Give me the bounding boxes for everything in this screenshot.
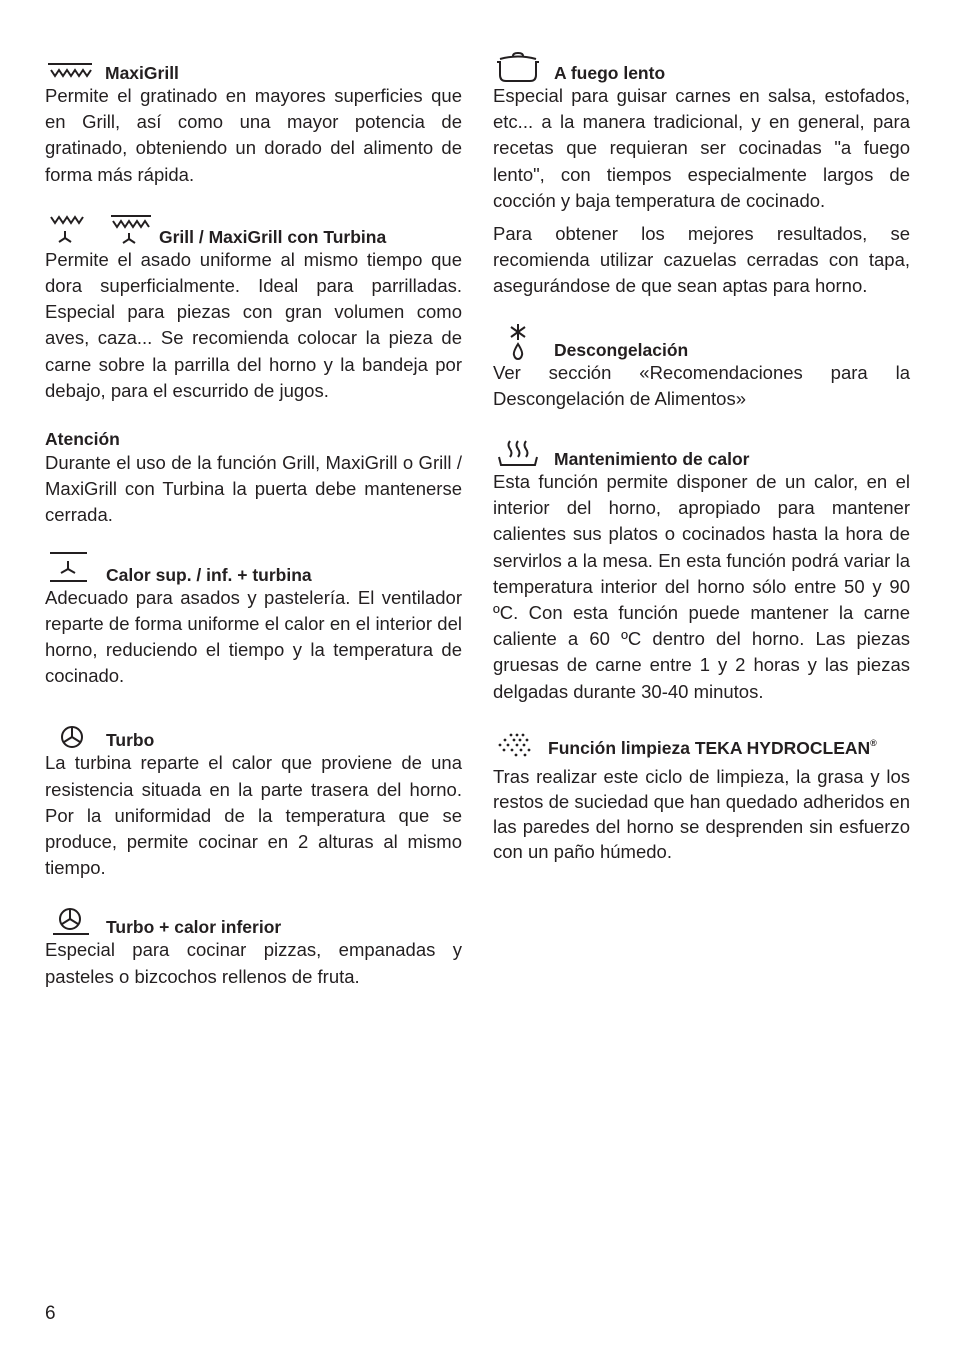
hydroclean-title-text: Función limpieza TEKA HYDROCLEAN [548, 737, 871, 758]
section-grill-turbina [45, 213, 462, 404]
registered-mark: ® [870, 737, 877, 748]
slow-cook-pot-icon [493, 51, 543, 83]
page-number: 6 [45, 1303, 56, 1324]
grill-turbina-title: Grill / MaxiGrill con Turbina [159, 226, 387, 247]
grill-fan-icon [45, 213, 89, 247]
atencion-title: Atención [45, 429, 120, 450]
turbo-fan-icon [45, 724, 95, 750]
fuego-lento-title: A fuego lento [554, 63, 666, 83]
keep-warm-icon [493, 437, 543, 469]
section-fuego-lento [493, 50, 910, 300]
calor-turbina-text: Adecuado para asados y pastelería. El ventilador reparte de forma uniforme el calor en el interior del horno, reduciendo el tiempo y la temperatura de cocinado. [45, 586, 462, 687]
fuego-lento-text-1: Especial para guisar carnes en salsa, estofados, etc... a la manera tradicional, y en general, para recetas que requieran ser cocinadas "a fuego lento", con tiempos especialmente largos de cocción y baja temperatura de cocinado. [493, 85, 910, 211]
left-column [45, 50, 462, 990]
turbo-text: La turbina reparte el calor que proviene de una resistencia situada en la parte trasera del horno. Por la uniformidad de la temperatura que se produce, permite cocinar en 2 alturas al mismo tiempo. [45, 752, 462, 879]
top-bottom-heat-fan-icon [45, 551, 95, 585]
section-mantenimiento [493, 436, 910, 705]
hydroclean-icon [493, 732, 537, 758]
turbo-bottom-heat-icon [45, 907, 95, 937]
fuego-lento-text-2: Para obtener los mejores resultados, se recomienda utilizar cazuelas cerradas con tapa, asegurándose de que sean aptas para horno. [493, 223, 910, 297]
section-calor-turbina [45, 551, 462, 690]
section-descongelacion [493, 322, 910, 412]
turbo-inferior-title: Turbo + calor inferior [106, 917, 282, 938]
section-maxigrill [45, 50, 462, 188]
turbo-title: Turbo [106, 730, 155, 751]
right-column [493, 50, 910, 865]
maxigrill-icon [45, 61, 95, 83]
maxigrill-fan-icon [109, 213, 153, 247]
atencion-text: Durante el uso de la función Grill, MaxiGrill o Grill / MaxiGrill con Turbina la puerta debe mantenerse cerrada. [45, 452, 462, 526]
section-hydroclean [493, 728, 910, 865]
mantenimiento-title: Mantenimiento de calor [554, 449, 750, 470]
descongelacion-text: Ver sección «Recomendaciones para la Descongelación de Alimentos» [493, 361, 910, 409]
section-turbo [45, 716, 462, 881]
hydroclean-title [548, 738, 877, 758]
defrost-icon [493, 322, 543, 360]
turbo-inferior-text: Especial para cocinar pizzas, empanadas y pasteles o bizcochos rellenos de fruta. [45, 939, 462, 987]
section-atencion [45, 428, 462, 529]
maxigrill-text: Permite el gratinado en mayores superficies que en Grill, así como una mayor potencia de gratinado, obteniendo un dorado del alimento de forma más rápida. [45, 85, 462, 185]
mantenimiento-text: Esta función permite disponer de un calor, en el interior del horno, apropiado para mantener calientes sus platos o cocinados hasta la hora de servirlos a la mesa. En esta función podrá variar la temperatura interior del horno sólo entre 50 y 90 ºC. Con esta función puede mantener la carne caliente a 60 ºC dentro del horno. Las piezas gruesas de carne entre 1 y 2 horas y las piezas delgadas durante 30-40 minutos. [493, 471, 910, 702]
calor-turbina-title: Calor sup. / inf. + turbina [106, 564, 312, 585]
hydroclean-text: Tras realizar este ciclo de limpieza, la grasa y los restos de suciedad que han quedado adheridos en las paredes del horno se desprenden sin esfuerzo con un paño húmedo. [493, 765, 910, 863]
section-turbo-inferior [45, 903, 462, 989]
descongelacion-title: Descongelación [554, 339, 689, 360]
grill-turbina-text: Permite el asado uniforme al mismo tiempo que dora superficialmente. Ideal para parrilladas. Especial para piezas con gran volumen como aves, caza... Se recomienda colocar la pieza de carne sobre la parrilla del horno y la bandeja por debajo, para el escurrido de jugos. [45, 248, 462, 401]
maxigrill-title: MaxiGrill [105, 63, 179, 83]
